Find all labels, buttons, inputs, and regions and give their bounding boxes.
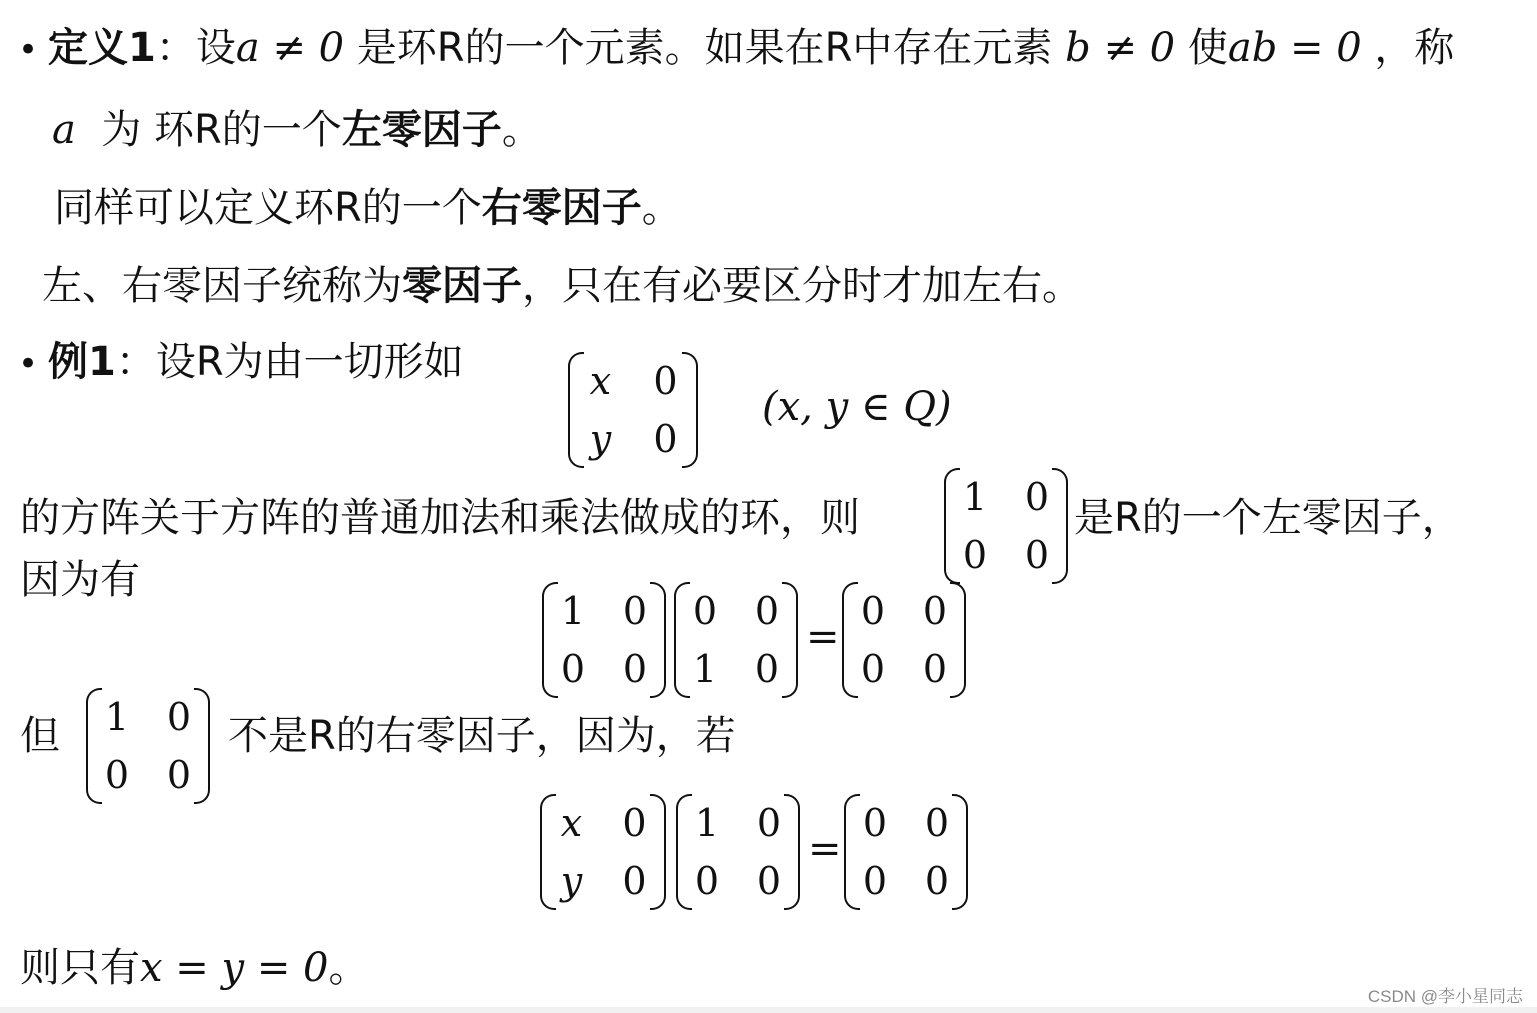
example-1-line xyxy=(18,338,464,388)
final-line xyxy=(20,944,369,992)
matrix-e11 xyxy=(944,468,1068,584)
matrix-cell: 0 xyxy=(922,589,948,633)
but-line-2 xyxy=(228,712,736,760)
formula-x-y-zero: x = y = 0 xyxy=(140,945,329,991)
right-zero-divisor-line xyxy=(54,184,682,232)
but-text-1: 但 xyxy=(20,713,60,759)
matrix-cell: 0 xyxy=(622,647,648,691)
matrix-cell: 0 xyxy=(754,647,780,691)
matrix-cell: 0 xyxy=(166,695,192,739)
example-text-1: 设R为由一切形如 xyxy=(155,339,464,385)
matrix-cell: 1 xyxy=(692,647,718,691)
definition-label: 定义1 xyxy=(48,25,156,71)
right-zero-divisor-term: 右零因子 xyxy=(481,185,642,231)
definition-1-line-2 xyxy=(52,106,542,154)
matrix-cell: 0 xyxy=(756,859,782,903)
matrix-x-y xyxy=(568,352,698,468)
eq1-matrix-b xyxy=(674,582,798,698)
formula-a-nonzero: a ≠ 0 xyxy=(235,25,345,71)
zero-divisor-line xyxy=(42,262,1082,310)
eq1-matrix-c xyxy=(842,582,966,698)
matrix-cell: 0 xyxy=(924,859,950,903)
definition-text-4: ，称 xyxy=(1374,25,1455,71)
eq2-matrix-b xyxy=(676,794,800,910)
bullet-icon: • xyxy=(18,30,39,70)
matrix-cell: 0 xyxy=(694,859,720,903)
definition-text-1: 设 xyxy=(195,25,236,71)
matrix-cell: 1 xyxy=(962,475,988,519)
matrix-cell: 0 xyxy=(862,801,888,845)
matrix-cell: 0 xyxy=(924,801,950,845)
example-text-3: 是R的一个左零因子， xyxy=(1074,495,1462,541)
matrix-cell: y xyxy=(589,417,612,461)
example-colon: ： xyxy=(115,339,156,385)
definition-text-2: 是环R的一个元素。如果在R中存在元素 xyxy=(356,25,1053,71)
matrix-cell: 1 xyxy=(560,589,586,633)
eq2-matrix-c xyxy=(844,794,968,910)
example-label: 例1 xyxy=(48,339,116,385)
bullet-icon: • xyxy=(18,344,39,384)
definition-colon: ： xyxy=(155,25,196,71)
matrix-cell: 0 xyxy=(166,753,192,797)
eq2-equals-sign: = xyxy=(808,826,842,872)
matrix-cell: 0 xyxy=(692,589,718,633)
matrix-cell: 0 xyxy=(860,647,886,691)
but-text-2: 不是R的右零因子，因为，若 xyxy=(228,713,736,759)
formula-ab-zero: ab = 0 xyxy=(1227,25,1362,71)
zero-divisor-term: 零因子 xyxy=(402,263,522,309)
example-1-line-2 xyxy=(20,494,860,542)
matrix-cell: 0 xyxy=(756,801,782,845)
matrix-cell: 0 xyxy=(1024,533,1050,577)
example-text-4: 因为有 xyxy=(20,557,140,603)
example-text-2: 的方阵关于方阵的普通加法和乘法做成的环，则 xyxy=(20,495,860,541)
matrix-cell: x xyxy=(589,359,612,403)
formula-a: a xyxy=(52,107,76,153)
matrix-cell: x xyxy=(560,801,583,845)
final-text-1: 则只有 xyxy=(20,945,140,991)
definition-1-line xyxy=(18,24,1454,74)
matrix-cell: 1 xyxy=(104,695,130,739)
matrix-cell: 0 xyxy=(622,589,648,633)
example-1-line-2b xyxy=(1074,494,1462,542)
eq1-equals-sign: = xyxy=(806,614,840,660)
definition-text-3: 使 xyxy=(1187,25,1228,71)
matrix-cell: 0 xyxy=(922,647,948,691)
footer-bar xyxy=(0,1007,1537,1013)
but-matrix xyxy=(86,688,210,804)
matrix-cell: 0 xyxy=(862,859,888,903)
matrix-cell: 0 xyxy=(622,801,647,845)
formula-b-nonzero: b ≠ 0 xyxy=(1065,25,1176,71)
matrix-cell: 0 xyxy=(104,753,130,797)
matrix-cell: 0 xyxy=(560,647,586,691)
right-def-text-2: 。 xyxy=(641,185,682,231)
both-def-text-1: 左、右零因子统称为 xyxy=(42,263,402,309)
example-1-line-3 xyxy=(20,556,140,604)
eq2-matrix-a xyxy=(540,794,666,910)
definition-text-5: 为 环R的一个 xyxy=(101,107,342,153)
matrix-cell: 0 xyxy=(860,589,886,633)
matrix-cell: 0 xyxy=(754,589,780,633)
but-line xyxy=(20,712,60,760)
condition-x-y-in-q: (x, y ∈ Q) xyxy=(762,384,952,430)
matrix-cell: 1 xyxy=(694,801,720,845)
right-def-text-1: 同样可以定义环R的一个 xyxy=(54,185,482,231)
left-zero-divisor-term: 左零因子 xyxy=(341,107,502,153)
matrix-cell: y xyxy=(560,859,583,903)
matrix-cell: 0 xyxy=(653,359,678,403)
eq1-matrix-a xyxy=(542,582,666,698)
matrix-cell: 0 xyxy=(962,533,988,577)
matrix-cell: 0 xyxy=(1024,475,1050,519)
final-text-2: 。 xyxy=(328,945,369,991)
definition-text-5-end: 。 xyxy=(501,107,542,153)
both-def-text-2: ，只在有必要区分时才加左右。 xyxy=(522,263,1082,309)
matrix-cell: 0 xyxy=(653,417,678,461)
matrix-cell: 0 xyxy=(622,859,647,903)
csdn-watermark: CSDN @李小星同志 xyxy=(1367,987,1523,1006)
